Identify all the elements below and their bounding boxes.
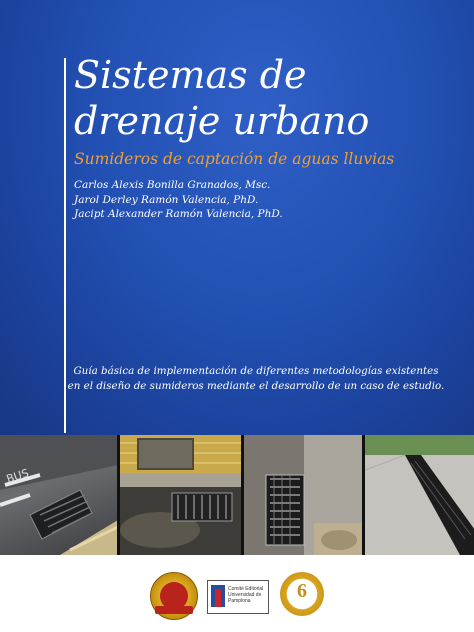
title-line-2: drenaje urbano bbox=[74, 99, 370, 143]
editorial-mark-accent-icon bbox=[215, 589, 221, 607]
cover-subtitle: Sumideros de captación de aguas lluvias bbox=[74, 150, 395, 168]
editorial-text-line-2: Universidad de bbox=[228, 592, 262, 598]
cover-description: Guía básica de implementación de diferentes metodologías existentes en el diseño de sumideros mediante el desarrollo de un caso de estudio. bbox=[67, 365, 445, 392]
svg-text:BUS: BUS bbox=[4, 466, 31, 486]
gutter-grate-photo bbox=[244, 435, 361, 555]
editorial-text-line-1: Comité Editorial bbox=[228, 586, 264, 592]
authors-list bbox=[74, 178, 283, 222]
seal-ribbon-icon bbox=[155, 606, 193, 614]
anniversary-number: 6 bbox=[297, 580, 307, 602]
author-1: Carlos Alexis Bonilla Granados, Msc. bbox=[74, 179, 271, 191]
curb-drain-photo bbox=[120, 435, 241, 555]
title-line-1: Sistemas de bbox=[74, 53, 307, 97]
editorial-text-line-3: Pamplona bbox=[228, 598, 251, 604]
cover-footer bbox=[0, 555, 474, 632]
university-seal-logo bbox=[150, 572, 198, 620]
anniversary-logo bbox=[280, 572, 324, 616]
linear-trench-drain-photo bbox=[365, 435, 474, 555]
editorial-committee-logo bbox=[207, 580, 269, 614]
editorial-logo-text bbox=[228, 586, 263, 604]
author-3: Jacipt Alexander Ramón Valencia, PhD. bbox=[74, 208, 283, 220]
street-drain-grate-photo bbox=[0, 435, 117, 555]
cover-title bbox=[74, 52, 369, 144]
author-2: Jarol Derley Ramón Valencia, PhD. bbox=[74, 193, 259, 206]
photo-strip bbox=[0, 435, 474, 555]
